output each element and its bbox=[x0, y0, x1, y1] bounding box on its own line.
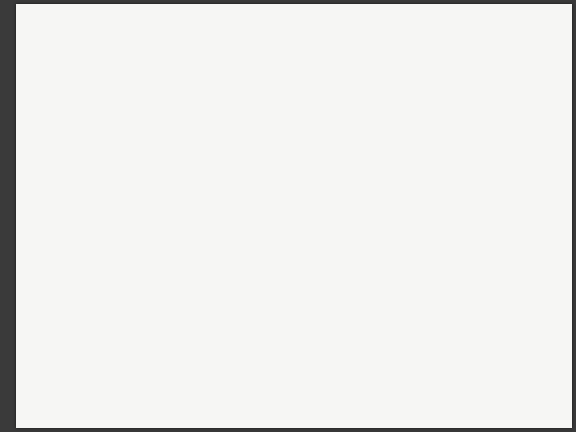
document-page bbox=[16, 4, 572, 428]
